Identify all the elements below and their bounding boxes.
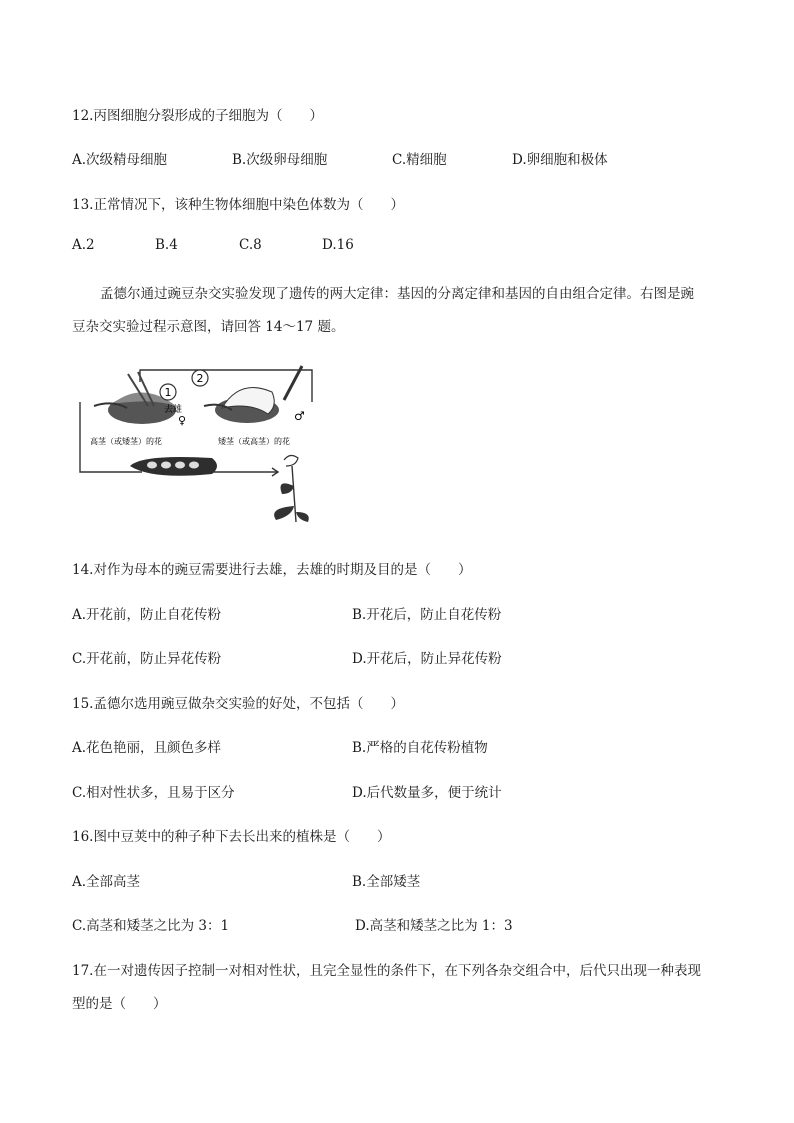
right-pea-flower (204, 366, 302, 423)
question-13-option-b: B.4 (155, 237, 178, 253)
question-17-stem-line-2: 型的是（ ） (72, 996, 167, 1012)
question-13-stem: 13.正常情况下，该种生物体细胞中染色体数为（ ） (72, 197, 404, 213)
question-15-option-d: D.后代数量多，便于统计 (352, 785, 502, 801)
pea-pod (130, 457, 217, 476)
male-symbol: ♂ (294, 409, 305, 423)
seedling-plant (274, 455, 309, 522)
pea-cross-diagram (72, 362, 322, 530)
question-12-option-b: B.次级卵母细胞 (232, 152, 328, 168)
question-14-option-b: B.开花后，防止自花传粉 (352, 607, 502, 623)
question-16-option-c: C.高茎和矮茎之比为 3：1 (72, 918, 230, 934)
question-15-option-b: B.严格的自花传粉植物 (352, 740, 488, 756)
question-14-option-d: D.开花后，防止异花传粉 (352, 651, 502, 667)
question-16-option-d: D.高茎和矮茎之比为 1：3 (355, 918, 513, 934)
question-14-option-a: A.开花前，防止自花传粉 (72, 607, 222, 623)
right-flower-caption: 矮茎（或高茎）的花 (218, 437, 290, 446)
question-13-option-d: D.16 (322, 237, 354, 253)
left-flower-caption: 高茎（或矮茎）的花 (90, 437, 162, 446)
question-15-option-a: A.花色艳丽，且颜色多样 (72, 740, 222, 756)
step-2-label: 2 (196, 372, 204, 385)
question-15-stem: 15.孟德尔选用豌豆做杂交实验的好处，不包括（ ） (72, 696, 404, 712)
step-1-label: 1 (164, 386, 172, 399)
question-16-stem: 16.图中豆荚中的种子种下去长出来的植株是（ ） (72, 829, 391, 845)
question-12-stem: 12.丙图细胞分裂形成的子细胞为（ ） (72, 108, 323, 124)
question-13-option-c: C.8 (239, 237, 262, 253)
question-15-option-c: C.相对性状多，且易于区分 (72, 785, 235, 801)
question-12-option-a: A.次级精母细胞 (72, 152, 168, 168)
emasculation-label: 去雄 (164, 405, 183, 415)
question-16-option-a: A.全部高茎 (72, 874, 141, 890)
question-12-option-c: C.精细胞 (392, 152, 447, 168)
question-14-option-c: C.开花前，防止异花传粉 (72, 651, 222, 667)
intro-paragraph-line-2: 豆杂交实验过程示意图，请回答 14～17 题。 (72, 319, 345, 335)
question-17-stem-line-1: 17.在一对遗传因子控制一对相对性状，且完全显性的条件下，在下列各杂交组合中，后代只出现一种表现 (72, 963, 701, 979)
question-13-option-a: A.2 (72, 237, 95, 253)
question-12-option-d: D.卵细胞和极体 (512, 152, 608, 168)
question-16-option-b: B.全部矮茎 (352, 874, 421, 890)
female-symbol: ♀ (178, 414, 187, 427)
intro-paragraph-line-1: 孟德尔通过豌豆杂交实验发现了遗传的两大定律：基因的分离定律和基因的自由组合定律。右图是豌 (100, 286, 694, 302)
question-14-stem: 14.对作为母本的豌豆需要进行去雄，去雄的时期及目的是（ ） (72, 562, 472, 578)
